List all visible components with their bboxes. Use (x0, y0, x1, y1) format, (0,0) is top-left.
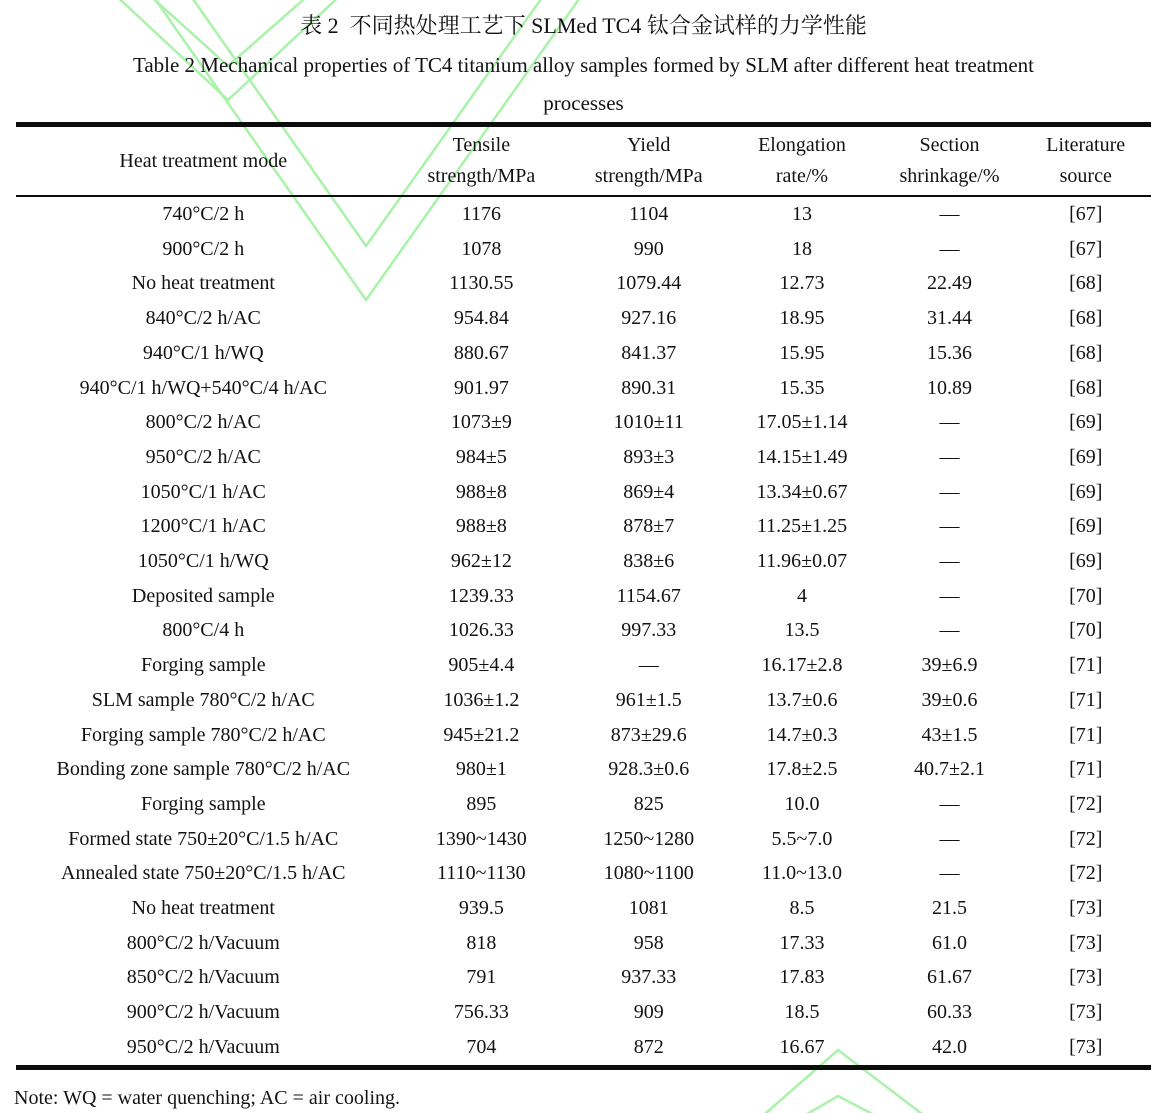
table-cell: 990 (633, 237, 664, 260)
table-cell: 39±6.9 (921, 654, 978, 677)
table-row (16, 232, 1151, 267)
table-cell: [69] (1069, 515, 1103, 538)
table-cell: [73] (1069, 897, 1103, 920)
table-cell: 704 (466, 1035, 497, 1058)
table-cell: Bonding zone sample 780°C/2 h/AC (56, 758, 351, 781)
table-cell: [73] (1069, 931, 1103, 954)
column-header-heat-treatment-mode: Heat treatment mode (119, 149, 288, 172)
table-cell: 17.8±2.5 (766, 758, 838, 781)
table-cell: — (939, 237, 960, 260)
table-cell: 1239.33 (448, 584, 514, 607)
table-cell: 10.89 (927, 376, 973, 399)
table-cell: 13.7±0.6 (766, 688, 838, 711)
table-cell: 900°C/2 h (162, 237, 245, 260)
table-cell: 791 (466, 966, 497, 989)
table-cell: 893±3 (623, 445, 675, 468)
table-cell: 945±21.2 (443, 723, 520, 746)
table-cell: 16.67 (779, 1035, 825, 1058)
table-cell: [73] (1069, 1001, 1103, 1024)
table-cell: Deposited sample (131, 584, 275, 607)
table-cell: 984±5 (455, 445, 507, 468)
table-cell: 962±12 (450, 550, 512, 573)
table-cell: 756.33 (453, 1001, 509, 1024)
table-cell: 8.5 (789, 897, 815, 920)
table-row (16, 613, 1151, 648)
table-cell: 17.33 (779, 931, 825, 954)
table-row (16, 509, 1151, 544)
table-cell: 13.34±0.67 (756, 480, 848, 503)
table-cell: 13 (791, 203, 812, 225)
table-cell: 1050°C/1 h/WQ (137, 550, 269, 573)
table-cell: 1010±11 (613, 411, 684, 434)
table-cell: 18 (791, 237, 812, 260)
table-cell: 17.83 (779, 966, 825, 989)
table-cell: 11.0~13.0 (761, 862, 842, 885)
table-cell: 909 (633, 1001, 664, 1024)
table-cell: — (939, 584, 960, 607)
table-cell: 800°C/2 h/Vacuum (126, 931, 280, 954)
table-cell: 14.15±1.49 (756, 445, 848, 468)
table-cell: 1130.55 (449, 272, 514, 295)
table-cell: 1154.67 (616, 584, 681, 607)
table-row (16, 1030, 1151, 1067)
table-cell: — (939, 445, 960, 468)
table-row (16, 475, 1151, 510)
table-row (16, 579, 1151, 614)
table-cell: — (939, 480, 960, 503)
table-cell: 988±8 (455, 515, 507, 538)
table-cell: 841.37 (621, 341, 677, 364)
table-cell: 872 (633, 1035, 664, 1058)
table-caption-en-line1: Table 2 Mechanical properties of TC4 titanium alloy samples formed by SLM after different heat treatment (132, 53, 1035, 77)
table-cell: Formed state 750±20°C/1.5 h/AC (68, 827, 339, 850)
table-body (16, 196, 1151, 1067)
table-cell: — (939, 619, 960, 642)
table-cell: 11.25±1.25 (756, 515, 848, 538)
table-cell: 11.96±0.07 (756, 550, 848, 573)
table-cell: SLM sample 780°C/2 h/AC (91, 688, 315, 711)
table-row (16, 683, 1151, 718)
table-cell: — (939, 827, 960, 850)
table-cell: 988±8 (455, 480, 507, 503)
table-cell: [71] (1069, 758, 1103, 781)
table-cell: [67] (1069, 237, 1103, 260)
column-header-section-shrinkage: Section shrinkage/% (899, 134, 1000, 187)
table-row (16, 926, 1151, 961)
table-cell: 31.44 (927, 307, 973, 330)
table-cell: 1110~1130 (437, 862, 526, 885)
table-cell: — (939, 792, 960, 815)
table-cell: 937.33 (621, 966, 677, 989)
table-cell: 18.95 (779, 307, 825, 330)
table-cell: 928.3±0.6 (608, 758, 690, 781)
table-cell: [69] (1069, 480, 1103, 503)
table-cell: 890.31 (621, 376, 677, 399)
table-cell: Forging sample (140, 654, 266, 677)
table-cell: 1200°C/1 h/AC (140, 515, 266, 538)
table-row (16, 544, 1151, 579)
table-cell: 958 (633, 931, 664, 954)
table-cell: 4 (796, 584, 807, 607)
table-cell: 838±6 (623, 550, 675, 573)
table-cell: — (939, 203, 960, 225)
table-cell: 5.5~7.0 (771, 827, 833, 850)
table-cell: 1050°C/1 h/AC (140, 480, 266, 503)
table-cell: [68] (1069, 307, 1103, 330)
table-cell: Annealed state 750±20°C/1.5 h/AC (61, 862, 346, 885)
table-row (16, 995, 1151, 1030)
table-cell: [69] (1069, 550, 1103, 573)
table-cell: 900°C/2 h/Vacuum (126, 1001, 280, 1024)
table-cell: 40.7±2.1 (914, 758, 985, 781)
table-cell: 927.16 (621, 307, 677, 330)
table-cell: [71] (1069, 723, 1103, 746)
table-cell: 954.84 (453, 307, 509, 330)
table-cell: 980±1 (455, 758, 507, 781)
table-cell: 15.95 (779, 341, 825, 364)
table-cell: 818 (466, 931, 497, 954)
table-header-row (16, 125, 1151, 197)
table-cell: No heat treatment (131, 272, 275, 295)
table-cell: — (638, 654, 659, 677)
table-cell: 800°C/4 h (162, 619, 245, 642)
table-cell: 1036±1.2 (443, 688, 520, 711)
table-cell: [68] (1069, 341, 1103, 364)
table-row (16, 648, 1151, 683)
table-cell: 740°C/2 h (162, 203, 245, 225)
mechanical-properties-table (16, 122, 1151, 1070)
table-cell: [72] (1069, 792, 1103, 815)
table-cell: Forging sample (140, 792, 266, 815)
table-cell: 840°C/2 h/AC (145, 307, 261, 330)
table-cell: 10.0 (784, 792, 820, 815)
table-row (16, 891, 1151, 926)
table-cell: 1390~1430 (435, 827, 527, 850)
table-row (16, 371, 1151, 406)
table-row (16, 856, 1151, 891)
table-cell: 869±4 (623, 480, 675, 503)
table-cell: 800°C/2 h/AC (145, 411, 261, 434)
table-cell: No heat treatment (131, 897, 275, 920)
table-cell: 940°C/1 h/WQ+540°C/4 h/AC (79, 376, 327, 399)
table-cell: 15.35 (779, 376, 825, 399)
table-cell: 42.0 (932, 1035, 968, 1058)
table-cell: 939.5 (458, 897, 504, 920)
table-cell: [73] (1069, 966, 1103, 989)
table-cell: — (939, 550, 960, 573)
table-row (16, 266, 1151, 301)
table-caption-en-line2: processes (543, 91, 624, 115)
table-cell: — (939, 411, 960, 434)
table-row (16, 822, 1151, 857)
column-header-tensile-strength: Tensile strength/MPa (427, 134, 536, 187)
column-header-elongation-rate: Elongation rate/% (758, 134, 846, 187)
table-cell: [68] (1069, 376, 1103, 399)
table-row (16, 336, 1151, 371)
table-cell: 21.5 (932, 897, 968, 920)
table-cell: 905±4.4 (448, 654, 515, 677)
table-row (16, 405, 1151, 440)
table-cell: [72] (1069, 827, 1103, 850)
table-cell: 17.05±1.14 (756, 411, 848, 434)
table-cell: 22.49 (927, 272, 973, 295)
table-cell: 940°C/1 h/WQ (142, 341, 264, 364)
column-header-yield-strength: Yield strength/MPa (594, 134, 703, 187)
table-cell: 1079.44 (616, 272, 682, 295)
table-cell: 895 (466, 792, 497, 815)
table-cell: Forging sample 780°C/2 h/AC (80, 723, 326, 746)
table-cell: 18.5 (784, 1001, 820, 1024)
table-footnote: Note: WQ = water quenching; AC = air cooling. (14, 1086, 400, 1109)
table-cell: [73] (1069, 1035, 1103, 1058)
table-cell: 1250~1280 (603, 827, 695, 850)
table-cell: 60.33 (927, 1001, 973, 1024)
table-cell: [71] (1069, 654, 1103, 677)
table-cell: 1176 (461, 203, 501, 225)
table-cell: 39±0.6 (921, 688, 978, 711)
table-cell: [69] (1069, 411, 1103, 434)
table-row (16, 787, 1151, 822)
table-row (16, 301, 1151, 336)
column-header-literature-source: Literature source (1046, 134, 1126, 187)
table-cell: — (939, 862, 960, 885)
table-cell: 1026.33 (448, 619, 514, 642)
table-cell: 825 (633, 792, 664, 815)
table-cell: 61.67 (927, 966, 973, 989)
table-cell: 878±7 (623, 515, 675, 538)
table-cell: 950°C/2 h/AC (145, 445, 261, 468)
table-cell: 961±1.5 (615, 688, 682, 711)
table-cell: 1080~1100 (603, 862, 694, 885)
table-cell: 880.67 (453, 341, 509, 364)
table-cell: [70] (1069, 584, 1103, 607)
table-title-zh: 表 2 不同热处理工艺下 SLMed TC4 钛合金试样的力学性能 (300, 13, 867, 38)
table-header (16, 125, 1151, 197)
table-row (16, 718, 1151, 753)
table-cell: [69] (1069, 445, 1103, 468)
table-cell: 901.97 (453, 376, 509, 399)
table-cell: [70] (1069, 619, 1103, 642)
table-cell: 16.17±2.8 (761, 654, 843, 677)
table-row (16, 196, 1151, 232)
table-row (16, 752, 1151, 787)
table-row (16, 960, 1151, 995)
table-cell: 850°C/2 h/Vacuum (126, 966, 280, 989)
table-cell: — (939, 515, 960, 538)
table-cell: 14.7±0.3 (766, 723, 838, 746)
table-cell: [68] (1069, 272, 1103, 295)
table-cell: 1078 (461, 237, 502, 260)
table-cell: 1081 (628, 897, 669, 920)
table-cell: 13.5 (784, 619, 820, 642)
table-cell: [67] (1069, 203, 1103, 225)
table-cell: 12.73 (779, 272, 825, 295)
table-cell: 1104 (629, 203, 669, 225)
table-cell: 15.36 (927, 341, 973, 364)
table-cell: 997.33 (621, 619, 677, 642)
table-cell: [72] (1069, 862, 1103, 885)
table-cell: 61.0 (932, 931, 968, 954)
table-cell: [71] (1069, 688, 1103, 711)
table-cell: 873±29.6 (610, 723, 687, 746)
table-cell: 950°C/2 h/Vacuum (126, 1035, 280, 1058)
table-cell: 43±1.5 (921, 723, 978, 746)
table-row (16, 440, 1151, 475)
table-cell: 1073±9 (450, 411, 512, 434)
